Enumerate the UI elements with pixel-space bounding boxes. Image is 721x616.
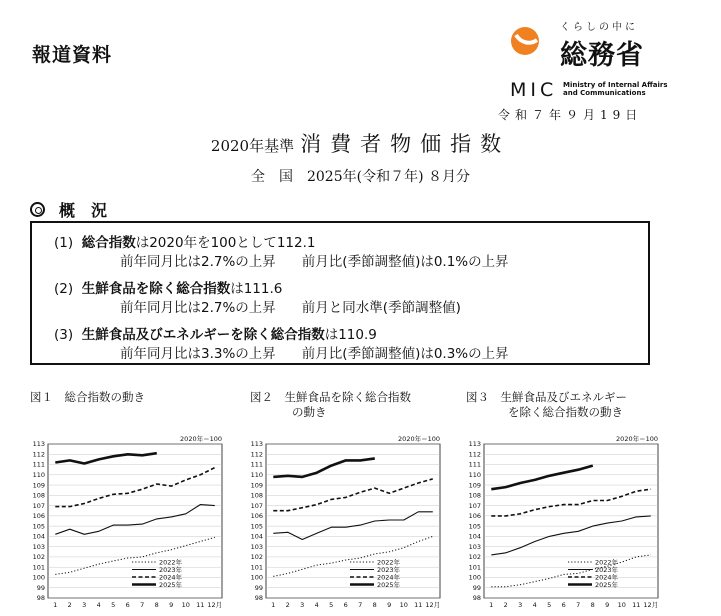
title-main: 消費者物価指数 <box>300 132 511 156</box>
y-tick-label: 100 <box>250 573 263 582</box>
y-tick-label: 106 <box>250 512 263 521</box>
x-tick-label: 6 <box>125 601 130 609</box>
figure-caption-line-2: を除く総合指数の動き <box>508 405 623 419</box>
legend-label: 2022年 <box>377 558 401 567</box>
y-tick-label: 103 <box>32 542 45 551</box>
y-tick-label: 108 <box>468 491 481 500</box>
summary-item-2-line-1 <box>54 277 282 297</box>
document-subtitle: 全 国 2025年(令和７年) ８月分 <box>250 169 470 185</box>
x-tick-label: 6 <box>561 601 566 609</box>
x-tick-label: 7 <box>358 601 363 609</box>
x-tick-label: 12月 <box>207 601 223 609</box>
x-tick-label: 11 <box>414 601 423 609</box>
x-tick-label: 12月 <box>425 601 441 609</box>
summary-item-mom: 前月比(季節調整値)は0.1%の上昇 <box>301 254 509 270</box>
x-tick-label: 7 <box>576 601 581 609</box>
series-line-2025年 <box>55 453 157 463</box>
summary-item-yoy: 前年同月比は2.7%の上昇 <box>120 254 276 270</box>
ministry-english-name <box>563 81 668 97</box>
legend-label: 2023年 <box>159 565 183 574</box>
x-tick-label: 8 <box>372 601 377 609</box>
summary-item-metric: 生鮮食品を除く総合指数 <box>81 281 231 297</box>
chart-unit-note: 2020年＝100 <box>616 435 658 443</box>
y-tick-label: 104 <box>250 532 263 541</box>
summary-item-2-line-2 <box>120 296 461 316</box>
series-line-2024年 <box>55 468 215 507</box>
y-tick-label: 106 <box>468 512 481 521</box>
y-tick-label: 102 <box>250 553 263 562</box>
y-tick-label: 98 <box>472 594 481 603</box>
y-tick-label: 113 <box>468 440 481 449</box>
mic-logo-text: MIC <box>510 79 558 101</box>
overview-heading-label: 概 況 <box>59 201 108 220</box>
y-tick-label: 101 <box>250 563 263 572</box>
press-release-label: 報道資料 <box>32 44 113 66</box>
summary-item-1-line-2 <box>120 250 509 270</box>
x-tick-label: 5 <box>329 601 334 609</box>
document-title <box>0 128 721 158</box>
x-tick-label: 5 <box>111 601 116 609</box>
x-tick-label: 8 <box>590 601 595 609</box>
chart-unit-note: 2020年＝100 <box>398 435 440 443</box>
x-tick-label: 3 <box>518 601 523 609</box>
x-tick-label: 10 <box>181 601 190 609</box>
x-tick-label: 4 <box>532 601 537 609</box>
figure-caption-line-1: 図１ 総合指数の動き <box>30 390 145 404</box>
legend-label: 2022年 <box>159 558 183 567</box>
y-tick-label: 104 <box>32 532 45 541</box>
y-tick-label: 100 <box>468 573 481 582</box>
y-tick-label: 101 <box>32 563 45 572</box>
summary-item-value: は2020年を100として112.1 <box>135 235 316 251</box>
summary-item-mom: 前月と同水準(季節調整値) <box>301 300 461 316</box>
plot-frame <box>48 444 222 598</box>
y-tick-label: 112 <box>250 450 263 459</box>
x-tick-label: 2 <box>67 601 72 609</box>
ministry-english-line-2: and Communications <box>563 89 646 97</box>
x-tick-label: 9 <box>387 601 392 609</box>
y-tick-label: 113 <box>250 440 263 449</box>
y-tick-label: 111 <box>468 460 481 469</box>
y-tick-label: 100 <box>32 573 45 582</box>
y-tick-label: 103 <box>250 542 263 551</box>
figure-1-chart <box>28 430 238 614</box>
y-tick-label: 111 <box>250 460 263 469</box>
y-tick-label: 106 <box>32 512 45 521</box>
legend-label: 2025年 <box>159 580 183 589</box>
y-tick-label: 113 <box>32 440 45 449</box>
x-tick-label: 4 <box>314 601 319 609</box>
y-tick-label: 112 <box>468 450 481 459</box>
y-tick-label: 103 <box>468 542 481 551</box>
x-tick-label: 3 <box>300 601 305 609</box>
x-tick-label: 2 <box>503 601 508 609</box>
x-tick-label: 6 <box>343 601 348 609</box>
y-tick-label: 107 <box>32 501 45 510</box>
figure-caption-line-2: の動き <box>292 405 327 419</box>
series-line-2023年 <box>55 505 215 535</box>
y-tick-label: 111 <box>32 460 45 469</box>
summary-item-1-line-1 <box>54 231 316 251</box>
summary-item-number: (3) <box>54 327 74 343</box>
y-tick-label: 107 <box>250 501 263 510</box>
legend-label: 2023年 <box>595 565 619 574</box>
x-tick-label: 1 <box>53 601 58 609</box>
x-tick-label: 2 <box>285 601 290 609</box>
summary-item-value: は110.9 <box>324 327 377 343</box>
legend-label: 2023年 <box>377 565 401 574</box>
y-tick-label: 99 <box>36 583 45 592</box>
x-tick-label: 4 <box>96 601 101 609</box>
ministry-name: 総務省 <box>560 40 644 71</box>
y-tick-label: 101 <box>468 563 481 572</box>
y-tick-label: 109 <box>32 481 45 490</box>
y-tick-label: 105 <box>250 522 263 531</box>
series-line-2023年 <box>491 516 651 555</box>
summary-item-3-line-1 <box>54 323 377 343</box>
legend-label: 2022年 <box>595 558 619 567</box>
legend-label: 2024年 <box>159 573 183 582</box>
summary-item-number: (2) <box>54 281 74 297</box>
summary-item-yoy: 前年同月比は3.3%の上昇 <box>120 346 276 362</box>
figure-caption-line-1: 図３ 生鮮食品及びエネルギー <box>466 390 627 404</box>
summary-item-metric: 総合指数 <box>81 235 136 251</box>
x-tick-label: 10 <box>617 601 626 609</box>
y-tick-label: 110 <box>32 471 45 479</box>
series-line-2025年 <box>491 466 593 490</box>
series-line-2022年 <box>491 555 651 587</box>
y-tick-label: 98 <box>254 594 263 603</box>
legend-label: 2024年 <box>377 573 401 582</box>
y-tick-label: 105 <box>32 522 45 531</box>
summary-box <box>30 221 650 365</box>
x-tick-label: 11 <box>632 601 641 609</box>
legend-label: 2025年 <box>377 580 401 589</box>
y-tick-label: 99 <box>472 583 481 592</box>
y-tick-label: 102 <box>468 553 481 562</box>
x-tick-label: 3 <box>82 601 87 609</box>
figure-caption-line-1: 図２ 生鮮食品を除く総合指数 <box>250 390 411 404</box>
x-tick-label: 10 <box>399 601 408 609</box>
chart-unit-note: 2020年＝100 <box>180 435 222 443</box>
y-tick-label: 112 <box>32 450 45 459</box>
plot-frame <box>266 444 440 598</box>
release-date: 令和７年９月19日 <box>498 108 643 122</box>
x-tick-label: 1 <box>271 601 276 609</box>
series-line-2024年 <box>273 479 433 511</box>
title-base-year: 2020年基準 <box>210 137 295 155</box>
summary-item-yoy: 前年同月比は2.7%の上昇 <box>120 300 276 316</box>
ministry-logo-icon <box>510 26 540 56</box>
y-tick-label: 98 <box>36 594 45 603</box>
y-tick-label: 99 <box>254 583 263 592</box>
x-tick-label: 11 <box>196 601 205 609</box>
series-line-2022年 <box>273 536 433 576</box>
double-circle-icon <box>30 202 45 217</box>
legend-label: 2024年 <box>595 573 619 582</box>
x-tick-label: 9 <box>605 601 610 609</box>
x-tick-label: 12月 <box>643 601 659 609</box>
legend-label: 2025年 <box>595 580 619 589</box>
y-tick-label: 109 <box>250 481 263 490</box>
x-tick-label: 1 <box>489 601 494 609</box>
y-tick-label: 105 <box>468 522 481 531</box>
series-line-2025年 <box>273 458 375 477</box>
summary-item-metric: 生鮮食品及びエネルギーを除く総合指数 <box>81 327 325 343</box>
overview-heading <box>30 198 107 221</box>
summary-item-number: (1) <box>54 235 74 251</box>
figure-2-chart <box>246 430 456 614</box>
y-tick-label: 108 <box>250 491 263 500</box>
y-tick-label: 109 <box>468 481 481 490</box>
y-tick-label: 107 <box>468 501 481 510</box>
series-line-2022年 <box>55 537 215 574</box>
summary-item-value: は111.6 <box>230 281 283 297</box>
y-tick-label: 110 <box>250 471 263 479</box>
y-tick-label: 108 <box>32 491 45 500</box>
figure-1-caption <box>30 390 145 405</box>
y-tick-label: 104 <box>468 532 481 541</box>
figure-3-caption <box>466 390 627 420</box>
series-line-2024年 <box>491 489 651 516</box>
figure-2-caption <box>250 390 411 420</box>
ministry-tagline: くらしの中に <box>560 22 638 33</box>
y-tick-label: 110 <box>468 471 481 479</box>
x-tick-label: 8 <box>154 601 159 609</box>
x-tick-label: 5 <box>547 601 552 609</box>
y-tick-label: 102 <box>32 553 45 562</box>
plot-frame <box>484 444 658 598</box>
figure-3-chart <box>464 430 674 614</box>
summary-item-3-line-2 <box>120 342 509 362</box>
x-tick-label: 9 <box>169 601 174 609</box>
ministry-english-line-1: Ministry of Internal Affairs <box>563 81 668 89</box>
summary-item-mom: 前月比(季節調整値)は0.3%の上昇 <box>301 346 509 362</box>
x-tick-label: 7 <box>140 601 145 609</box>
